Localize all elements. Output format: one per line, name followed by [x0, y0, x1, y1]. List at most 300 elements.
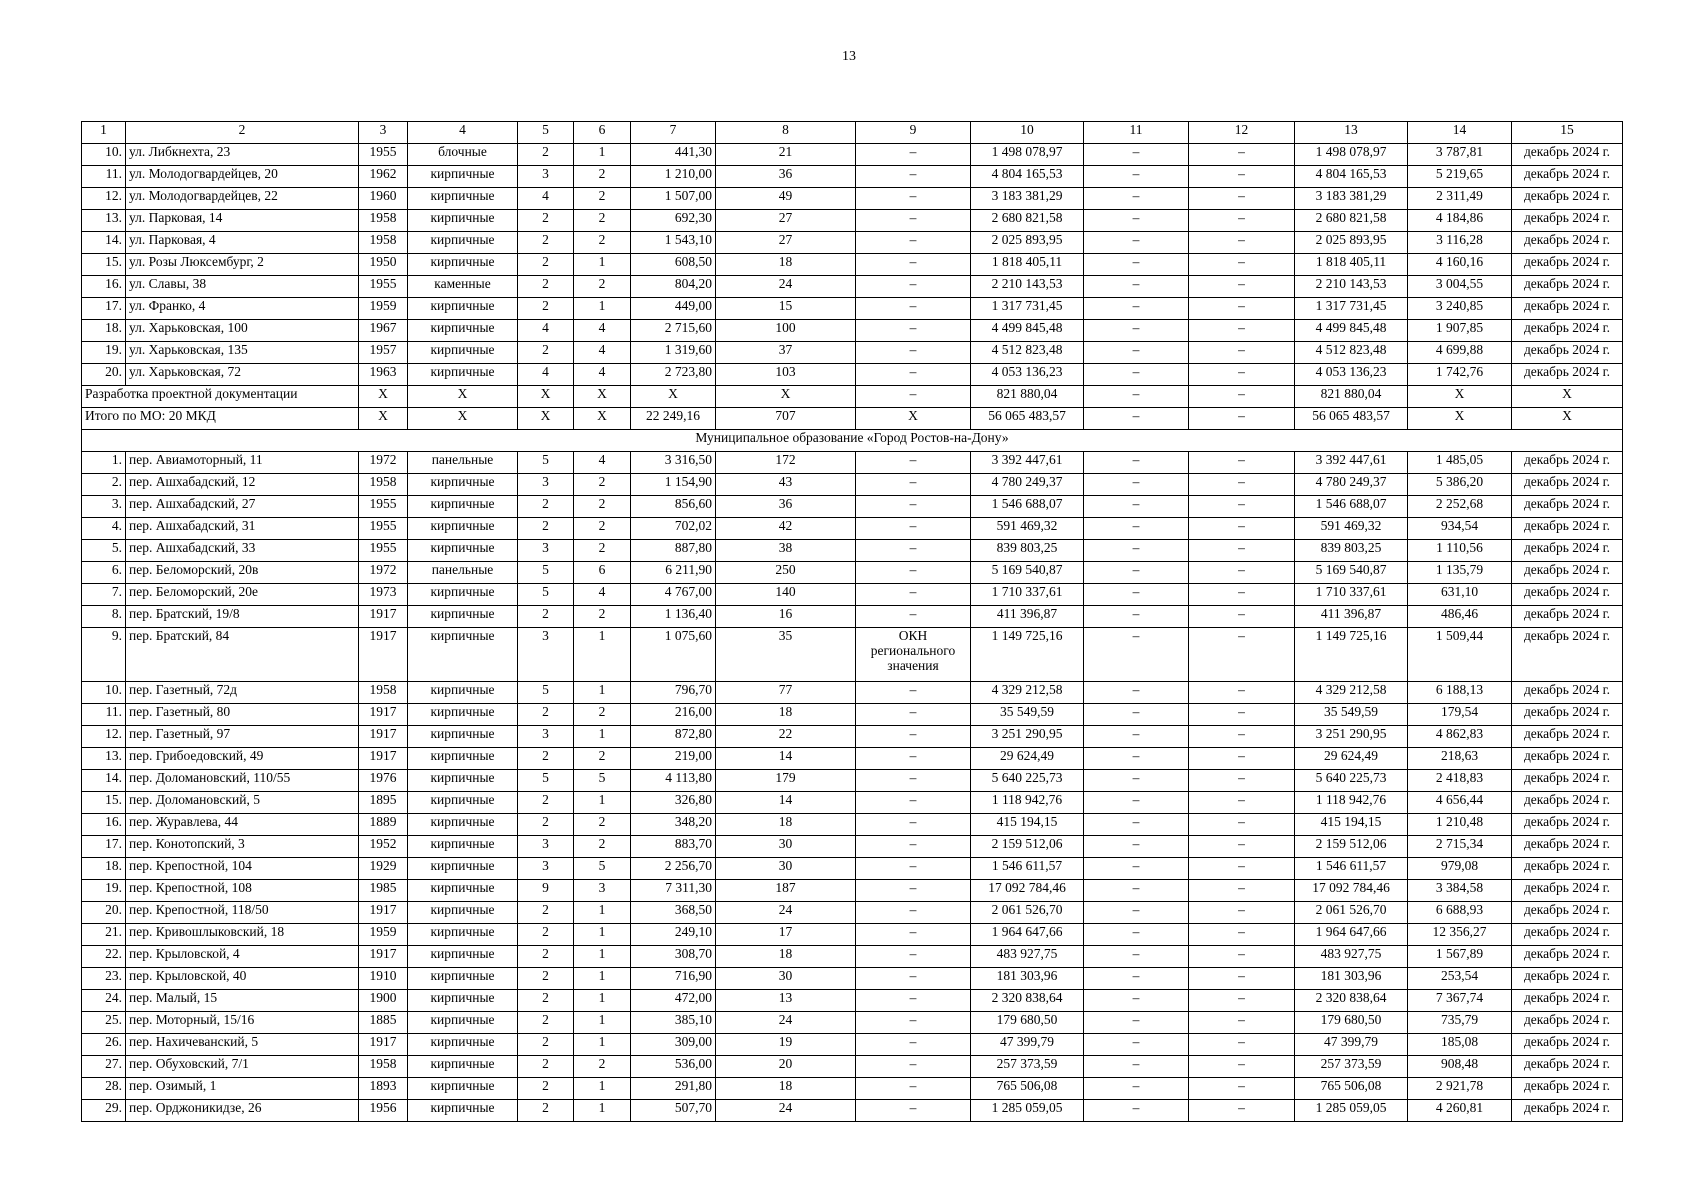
cell-heritage-status: – — [856, 166, 971, 188]
cell-residents: 19 — [716, 1034, 856, 1056]
cell-residents: 27 — [716, 210, 856, 232]
cell-deadline: декабрь 2024 г. — [1512, 770, 1623, 792]
cell-floors: 2 — [518, 748, 574, 770]
cell-entrances: 1 — [574, 254, 631, 276]
cell-address: ул. Парковая, 14 — [126, 210, 359, 232]
cell-floors: 5 — [518, 584, 574, 606]
cell-number: 7. — [82, 584, 126, 606]
cell-floors: 2 — [518, 254, 574, 276]
cell-floors: 2 — [518, 144, 574, 166]
cell-area: 536,00 — [631, 1056, 716, 1078]
cell-wall-material: кирпичные — [408, 880, 518, 902]
table-row — [82, 364, 1623, 386]
cell-total-cost: 1 149 725,16 — [971, 628, 1084, 682]
cell-fund-source-a: – — [1084, 474, 1189, 496]
cell-area: 804,20 — [631, 276, 716, 298]
cell-entrances: 2 — [574, 704, 631, 726]
cell-heritage-status: – — [856, 584, 971, 606]
cell-residents: 21 — [716, 144, 856, 166]
table-row — [82, 1056, 1623, 1078]
cell-fund-source-a: – — [1084, 968, 1189, 990]
cell-address: пер. Крыловской, 40 — [126, 968, 359, 990]
cell-entrances: 1 — [574, 628, 631, 682]
cell-heritage-status: – — [856, 496, 971, 518]
cell-year: 1955 — [359, 496, 408, 518]
cell-year: 1917 — [359, 726, 408, 748]
table-row — [82, 1078, 1623, 1100]
cell-address: пер. Моторный, 15/16 — [126, 1012, 359, 1034]
cell-fund-source-a: – — [1084, 540, 1189, 562]
cell-year: 1959 — [359, 924, 408, 946]
cell-area: 219,00 — [631, 748, 716, 770]
cell-total-cost: 839 803,25 — [971, 540, 1084, 562]
cell-residents: 37 — [716, 342, 856, 364]
cell-residents: 18 — [716, 946, 856, 968]
cell-fund-source-b: – — [1189, 1100, 1295, 1122]
cell-cost-per-sqm: 3 384,58 — [1408, 880, 1512, 902]
cell-year: 1955 — [359, 276, 408, 298]
cell-residents: 22 — [716, 726, 856, 748]
cell-year: 1917 — [359, 902, 408, 924]
cell-fund-source-b: – — [1189, 682, 1295, 704]
cell-address: ул. Харьковская, 135 — [126, 342, 359, 364]
cell-wall-material: кирпичные — [408, 792, 518, 814]
cell-entrances: 4 — [574, 452, 631, 474]
cell-fund-source-a: – — [1084, 166, 1189, 188]
cell-year: 1972 — [359, 452, 408, 474]
cell-address: пер. Братский, 19/8 — [126, 606, 359, 628]
cell-deadline: декабрь 2024 г. — [1512, 682, 1623, 704]
cell-deadline: декабрь 2024 г. — [1512, 1056, 1623, 1078]
cell-total-cost: 765 506,08 — [971, 1078, 1084, 1100]
table-row — [82, 232, 1623, 254]
cell-entrances: 3 — [574, 880, 631, 902]
column-number-header-row — [82, 122, 1623, 144]
cell-floors: 2 — [518, 1012, 574, 1034]
cell-address: пер. Обуховский, 7/1 — [126, 1056, 359, 1078]
cell-entrances: 1 — [574, 1078, 631, 1100]
cell-total-cost: 2 159 512,06 — [971, 836, 1084, 858]
cell-area: 2 723,80 — [631, 364, 716, 386]
cell-floors: 5 — [518, 682, 574, 704]
cell-address: пер. Кривошлыковский, 18 — [126, 924, 359, 946]
cell-total-cost: 1 118 942,76 — [971, 792, 1084, 814]
cell-heritage-status: – — [856, 254, 971, 276]
cell-residents: 179 — [716, 770, 856, 792]
cell-floors: 2 — [518, 496, 574, 518]
cell-number: 13. — [82, 748, 126, 770]
cell-year: 1973 — [359, 584, 408, 606]
cell-fund-source-a: – — [1084, 298, 1189, 320]
cell-cost-per-sqm: 2 311,49 — [1408, 188, 1512, 210]
table-row — [82, 924, 1623, 946]
cell-capital-repair-fund: 411 396,87 — [1295, 606, 1408, 628]
cell-floors: 3 — [518, 836, 574, 858]
cell-total-cost: 5 169 540,87 — [971, 562, 1084, 584]
cell-wall-material: кирпичные — [408, 968, 518, 990]
cell-number: 29. — [82, 1100, 126, 1122]
cell-number: 14. — [82, 770, 126, 792]
cell-deadline: декабрь 2024 г. — [1512, 562, 1623, 584]
cell-entrances: 1 — [574, 946, 631, 968]
cell-floors: 2 — [518, 1056, 574, 1078]
summary-cell-residents: X — [716, 386, 856, 408]
cell-number: 24. — [82, 990, 126, 1012]
cell-number: 8. — [82, 606, 126, 628]
cell-cost-per-sqm: 1 485,05 — [1408, 452, 1512, 474]
cell-fund-source-b: – — [1189, 188, 1295, 210]
cell-number: 25. — [82, 1012, 126, 1034]
cell-heritage-status: – — [856, 144, 971, 166]
cell-area: 1 154,90 — [631, 474, 716, 496]
cell-cost-per-sqm: 3 240,85 — [1408, 298, 1512, 320]
cell-wall-material: кирпичные — [408, 364, 518, 386]
cell-cost-per-sqm: 631,10 — [1408, 584, 1512, 606]
cell-area: 348,20 — [631, 814, 716, 836]
cell-total-cost: 1 546 688,07 — [971, 496, 1084, 518]
section-title-row — [82, 430, 1623, 452]
cell-fund-source-b: – — [1189, 1078, 1295, 1100]
cell-floors: 2 — [518, 210, 574, 232]
cell-entrances: 5 — [574, 858, 631, 880]
cell-number: 15. — [82, 254, 126, 276]
cell-area: 2 256,70 — [631, 858, 716, 880]
cell-heritage-status: – — [856, 1100, 971, 1122]
cell-capital-repair-fund: 35 549,59 — [1295, 704, 1408, 726]
cell-area: 249,10 — [631, 924, 716, 946]
cell-deadline: декабрь 2024 г. — [1512, 584, 1623, 606]
cell-heritage-status: – — [856, 726, 971, 748]
cell-wall-material: кирпичные — [408, 748, 518, 770]
cell-entrances: 4 — [574, 584, 631, 606]
table-row — [82, 254, 1623, 276]
cell-number: 3. — [82, 496, 126, 518]
cell-capital-repair-fund: 1 317 731,45 — [1295, 298, 1408, 320]
cell-capital-repair-fund: 1 546 688,07 — [1295, 496, 1408, 518]
cell-area: 441,30 — [631, 144, 716, 166]
cell-address: пер. Ашхабадский, 12 — [126, 474, 359, 496]
cell-total-cost: 1 285 059,05 — [971, 1100, 1084, 1122]
cell-floors: 5 — [518, 452, 574, 474]
table-row — [82, 342, 1623, 364]
cell-deadline: декабрь 2024 г. — [1512, 474, 1623, 496]
cell-fund-source-a: – — [1084, 924, 1189, 946]
summary-cell-year: X — [359, 408, 408, 430]
cell-capital-repair-fund: 2 061 526,70 — [1295, 902, 1408, 924]
cell-number: 9. — [82, 628, 126, 682]
cell-floors: 2 — [518, 276, 574, 298]
cell-area: 1 507,00 — [631, 188, 716, 210]
cell-floors: 3 — [518, 726, 574, 748]
cell-deadline: декабрь 2024 г. — [1512, 628, 1623, 682]
cell-floors: 2 — [518, 1100, 574, 1122]
cell-deadline: декабрь 2024 г. — [1512, 946, 1623, 968]
summary-cell-year: X — [359, 386, 408, 408]
cell-heritage-status: – — [856, 474, 971, 496]
cell-number: 18. — [82, 320, 126, 342]
cell-residents: 35 — [716, 628, 856, 682]
summary-cell-capital-repair-fund: 821 880,04 — [1295, 386, 1408, 408]
cell-floors: 2 — [518, 990, 574, 1012]
cell-number: 16. — [82, 814, 126, 836]
cell-heritage-status: – — [856, 836, 971, 858]
header-cell-1: 1 — [82, 122, 126, 144]
cell-entrances: 1 — [574, 682, 631, 704]
cell-total-cost: 3 183 381,29 — [971, 188, 1084, 210]
cell-heritage-status: – — [856, 1012, 971, 1034]
cell-heritage-status: – — [856, 968, 971, 990]
cell-cost-per-sqm: 6 188,13 — [1408, 682, 1512, 704]
table-row — [82, 748, 1623, 770]
cell-deadline: декабрь 2024 г. — [1512, 210, 1623, 232]
page-number: 13 — [842, 49, 856, 64]
cell-capital-repair-fund: 4 329 212,58 — [1295, 682, 1408, 704]
cell-floors: 2 — [518, 606, 574, 628]
cell-floors: 2 — [518, 924, 574, 946]
cell-number: 15. — [82, 792, 126, 814]
cell-fund-source-a: – — [1084, 144, 1189, 166]
cell-heritage-status: – — [856, 704, 971, 726]
cell-address: пер. Ашхабадский, 31 — [126, 518, 359, 540]
cell-number: 19. — [82, 880, 126, 902]
cell-year: 1976 — [359, 770, 408, 792]
cell-capital-repair-fund: 2 680 821,58 — [1295, 210, 1408, 232]
cell-year: 1885 — [359, 1012, 408, 1034]
summary-cell-capital-repair-fund: 56 065 483,57 — [1295, 408, 1408, 430]
cell-cost-per-sqm: 3 004,55 — [1408, 276, 1512, 298]
cell-fund-source-a: – — [1084, 584, 1189, 606]
cell-area: 2 715,60 — [631, 320, 716, 342]
cell-number: 26. — [82, 1034, 126, 1056]
cell-floors: 3 — [518, 540, 574, 562]
cell-heritage-status: – — [856, 1034, 971, 1056]
cell-floors: 3 — [518, 628, 574, 682]
cell-address: ул. Славы, 38 — [126, 276, 359, 298]
summary-cell-deadline: X — [1512, 386, 1623, 408]
cell-address: пер. Ашхабадский, 27 — [126, 496, 359, 518]
cell-entrances: 1 — [574, 1034, 631, 1056]
cell-floors: 4 — [518, 188, 574, 210]
cell-wall-material: кирпичные — [408, 770, 518, 792]
cell-address: пер. Журавлева, 44 — [126, 814, 359, 836]
table-row — [82, 452, 1623, 474]
cell-residents: 24 — [716, 902, 856, 924]
cell-cost-per-sqm: 2 715,34 — [1408, 836, 1512, 858]
cell-heritage-status: – — [856, 320, 971, 342]
cell-deadline: декабрь 2024 г. — [1512, 902, 1623, 924]
table-row — [82, 1012, 1623, 1034]
cell-heritage-status: – — [856, 924, 971, 946]
cell-total-cost: 2 061 526,70 — [971, 902, 1084, 924]
cell-entrances: 1 — [574, 144, 631, 166]
cell-wall-material: кирпичные — [408, 1034, 518, 1056]
summary-cell-floors: X — [518, 408, 574, 430]
cell-wall-material: кирпичные — [408, 726, 518, 748]
cell-address: пер. Беломорский, 20в — [126, 562, 359, 584]
cell-year: 1950 — [359, 254, 408, 276]
summary-cell-fund-source-a: – — [1084, 386, 1189, 408]
cell-cost-per-sqm: 1 110,56 — [1408, 540, 1512, 562]
cell-residents: 77 — [716, 682, 856, 704]
cell-deadline: декабрь 2024 г. — [1512, 166, 1623, 188]
cell-year: 1959 — [359, 298, 408, 320]
cell-deadline: декабрь 2024 г. — [1512, 1078, 1623, 1100]
cell-wall-material: кирпичные — [408, 682, 518, 704]
cell-cost-per-sqm: 12 356,27 — [1408, 924, 1512, 946]
cell-entrances: 1 — [574, 298, 631, 320]
cell-wall-material: кирпичные — [408, 474, 518, 496]
cell-year: 1962 — [359, 166, 408, 188]
cell-capital-repair-fund: 415 194,15 — [1295, 814, 1408, 836]
cell-fund-source-b: – — [1189, 1056, 1295, 1078]
cell-deadline: декабрь 2024 г. — [1512, 606, 1623, 628]
cell-fund-source-a: – — [1084, 1078, 1189, 1100]
cell-fund-source-a: – — [1084, 342, 1189, 364]
cell-heritage-status: – — [856, 232, 971, 254]
cell-capital-repair-fund: 4 499 845,48 — [1295, 320, 1408, 342]
cell-total-cost: 4 499 845,48 — [971, 320, 1084, 342]
cell-fund-source-a: – — [1084, 990, 1189, 1012]
cell-capital-repair-fund: 4 804 165,53 — [1295, 166, 1408, 188]
cell-fund-source-a: – — [1084, 704, 1189, 726]
cell-area: 309,00 — [631, 1034, 716, 1056]
cell-cost-per-sqm: 2 418,83 — [1408, 770, 1512, 792]
cell-fund-source-b: – — [1189, 946, 1295, 968]
cell-number: 20. — [82, 364, 126, 386]
cell-wall-material: кирпичные — [408, 1100, 518, 1122]
cell-fund-source-a: – — [1084, 364, 1189, 386]
cell-cost-per-sqm: 5 219,65 — [1408, 166, 1512, 188]
cell-capital-repair-fund: 179 680,50 — [1295, 1012, 1408, 1034]
table-row — [82, 474, 1623, 496]
cell-capital-repair-fund: 1 710 337,61 — [1295, 584, 1408, 606]
cell-year: 1957 — [359, 342, 408, 364]
cell-heritage-status: – — [856, 518, 971, 540]
cell-deadline: декабрь 2024 г. — [1512, 858, 1623, 880]
cell-capital-repair-fund: 1 498 078,97 — [1295, 144, 1408, 166]
cell-entrances: 4 — [574, 364, 631, 386]
cell-entrances: 4 — [574, 320, 631, 342]
cell-number: 1. — [82, 452, 126, 474]
cell-total-cost: 179 680,50 — [971, 1012, 1084, 1034]
cell-year: 1955 — [359, 540, 408, 562]
cell-floors: 2 — [518, 232, 574, 254]
cell-capital-repair-fund: 1 118 942,76 — [1295, 792, 1408, 814]
cell-heritage-status: – — [856, 880, 971, 902]
cell-residents: 20 — [716, 1056, 856, 1078]
cell-capital-repair-fund: 1 818 405,11 — [1295, 254, 1408, 276]
cell-fund-source-b: – — [1189, 584, 1295, 606]
cell-area: 856,60 — [631, 496, 716, 518]
cell-area: 4 113,80 — [631, 770, 716, 792]
cell-residents: 30 — [716, 858, 856, 880]
cell-entrances: 2 — [574, 188, 631, 210]
cell-address: пер. Малый, 15 — [126, 990, 359, 1012]
cell-heritage-status: – — [856, 276, 971, 298]
cell-entrances: 2 — [574, 518, 631, 540]
cell-address: пер. Крепостной, 108 — [126, 880, 359, 902]
summary-cell-area: X — [631, 386, 716, 408]
cell-capital-repair-fund: 3 251 290,95 — [1295, 726, 1408, 748]
table-row — [82, 1100, 1623, 1122]
cell-fund-source-a: – — [1084, 1034, 1189, 1056]
cell-deadline: декабрь 2024 г. — [1512, 320, 1623, 342]
cell-entrances: 1 — [574, 792, 631, 814]
cell-address: ул. Молодогвардейцев, 22 — [126, 188, 359, 210]
cell-capital-repair-fund: 257 373,59 — [1295, 1056, 1408, 1078]
cell-total-cost: 2 025 893,95 — [971, 232, 1084, 254]
cell-deadline: декабрь 2024 г. — [1512, 704, 1623, 726]
cell-cost-per-sqm: 1 907,85 — [1408, 320, 1512, 342]
cell-address: ул. Розы Люксембург, 2 — [126, 254, 359, 276]
cell-floors: 4 — [518, 364, 574, 386]
cell-number: 11. — [82, 166, 126, 188]
cell-deadline: декабрь 2024 г. — [1512, 518, 1623, 540]
cell-year: 1917 — [359, 606, 408, 628]
table-row — [82, 726, 1623, 748]
cell-deadline: декабрь 2024 г. — [1512, 1100, 1623, 1122]
cell-heritage-status: – — [856, 814, 971, 836]
cell-wall-material: кирпичные — [408, 496, 518, 518]
cell-area: 308,70 — [631, 946, 716, 968]
cell-fund-source-a: – — [1084, 946, 1189, 968]
cell-cost-per-sqm: 1 135,79 — [1408, 562, 1512, 584]
table-row — [82, 968, 1623, 990]
summary-cell-floors: X — [518, 386, 574, 408]
summary-cell-residents: 707 — [716, 408, 856, 430]
cell-residents: 187 — [716, 880, 856, 902]
cell-floors: 9 — [518, 880, 574, 902]
cell-deadline: декабрь 2024 г. — [1512, 188, 1623, 210]
cell-capital-repair-fund: 17 092 784,46 — [1295, 880, 1408, 902]
cell-wall-material: блочные — [408, 144, 518, 166]
summary-cell-entrances: X — [574, 386, 631, 408]
cell-entrances: 1 — [574, 990, 631, 1012]
cell-heritage-status: – — [856, 748, 971, 770]
cell-total-cost: 181 303,96 — [971, 968, 1084, 990]
cell-entrances: 2 — [574, 836, 631, 858]
table-row — [82, 946, 1623, 968]
cell-entrances: 6 — [574, 562, 631, 584]
cell-heritage-status: – — [856, 562, 971, 584]
cell-heritage-status: – — [856, 902, 971, 924]
cell-capital-repair-fund: 29 624,49 — [1295, 748, 1408, 770]
cell-deadline: декабрь 2024 г. — [1512, 726, 1623, 748]
cell-entrances: 2 — [574, 1056, 631, 1078]
cell-deadline: декабрь 2024 г. — [1512, 924, 1623, 946]
table-row — [82, 902, 1623, 924]
cell-residents: 18 — [716, 1078, 856, 1100]
cell-total-cost: 2 680 821,58 — [971, 210, 1084, 232]
cell-wall-material: кирпичные — [408, 584, 518, 606]
cell-area: 3 316,50 — [631, 452, 716, 474]
cell-address: пер. Газетный, 72д — [126, 682, 359, 704]
summary-cell-cost-per-sqm: X — [1408, 408, 1512, 430]
cell-floors: 2 — [518, 298, 574, 320]
cell-entrances: 2 — [574, 210, 631, 232]
cell-area: 216,00 — [631, 704, 716, 726]
cell-floors: 2 — [518, 946, 574, 968]
cell-cost-per-sqm: 486,46 — [1408, 606, 1512, 628]
cell-fund-source-b: – — [1189, 474, 1295, 496]
cell-area: 507,70 — [631, 1100, 716, 1122]
cell-residents: 43 — [716, 474, 856, 496]
cell-heritage-status: ОКН регионального значения — [856, 628, 971, 682]
cell-cost-per-sqm: 4 160,16 — [1408, 254, 1512, 276]
cell-year: 1963 — [359, 364, 408, 386]
cell-fund-source-b: – — [1189, 562, 1295, 584]
cell-deadline: декабрь 2024 г. — [1512, 836, 1623, 858]
